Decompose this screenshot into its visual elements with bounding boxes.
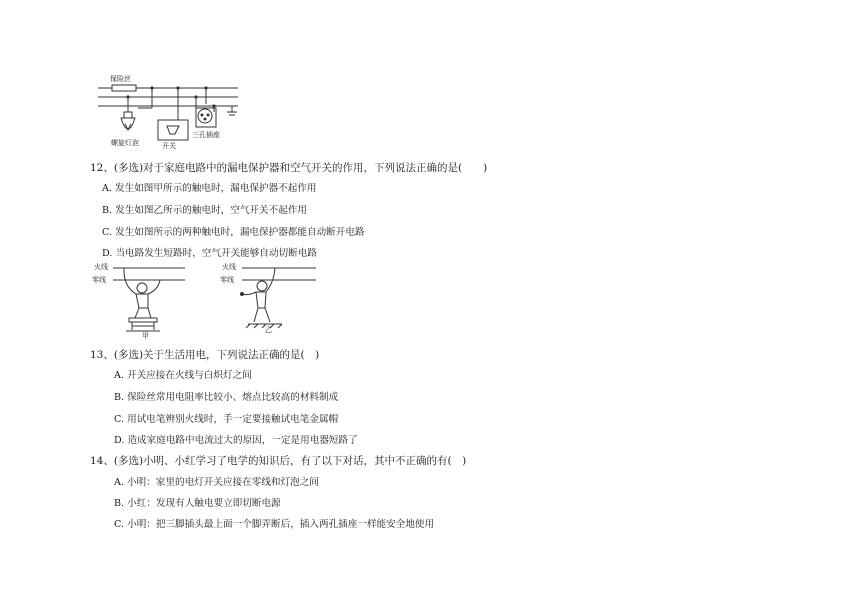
neutral-wire-label-a: 零线 — [92, 276, 106, 284]
bulb-label: 螺旋灯泡 — [111, 139, 139, 147]
caption-a: 甲 — [142, 332, 149, 340]
question-14-stem: 14、(多选)小明、小红学习了电学的知识后，有了以下对话，其中不正确的有( ) — [90, 455, 467, 467]
caption-b: 乙 — [265, 326, 272, 334]
question-12-option-c: C. 发生如图所示的两种触电时，漏电保护器都能自动断开电路 — [102, 227, 365, 238]
question-13-option-a: A. 开关应接在火线与白炽灯之间 — [114, 370, 252, 381]
socket-label: 三孔插座 — [192, 131, 220, 139]
neutral-wire-label-b: 零线 — [220, 276, 234, 284]
question-12-option-a: A. 发生如图甲所示的触电时，漏电保护器不起作用 — [102, 183, 317, 194]
live-wire-label-a: 火线 — [94, 263, 108, 271]
fuse-label: 保险丝 — [110, 75, 131, 83]
question-12-option-b: B. 发生如图乙所示的触电时，空气开关不起作用 — [102, 205, 308, 216]
question-14-option-b: B. 小红：发现有人触电要立即切断电源 — [114, 498, 281, 509]
question-12-option-d: D. 当电路发生短路时，空气开关能够自动切断电路 — [102, 248, 317, 259]
question-14-option-a: A. 小明：家里的电灯开关应接在零线和灯泡之间 — [114, 477, 319, 488]
question-13-stem: 13、(多选)关于生活用电，下列说法正确的是( ) — [90, 349, 320, 361]
electric-shock-figure — [0, 258, 860, 338]
question-14-option-c: C. 小明：把三脚插头最上面一个脚弄断后，插入两孔插座一样能安全地使用 — [114, 519, 435, 530]
question-12-stem: 12、(多选)对于家庭电路中的漏电保护器和空气开关的作用，下列说法正确的是( ) — [90, 162, 488, 174]
live-wire-label-b: 火线 — [222, 263, 236, 271]
question-13-option-d: D. 造成家庭电路中电流过大的原因，一定是用电器短路了 — [114, 435, 358, 446]
question-13-option-c: C. 用试电笔辨别火线时，手一定要接触试电笔金属帽 — [114, 414, 339, 425]
switch-label: 开关 — [162, 142, 176, 150]
question-13-option-b: B. 保险丝常用电阻率比较小、熔点比较高的材料制成 — [114, 392, 339, 403]
